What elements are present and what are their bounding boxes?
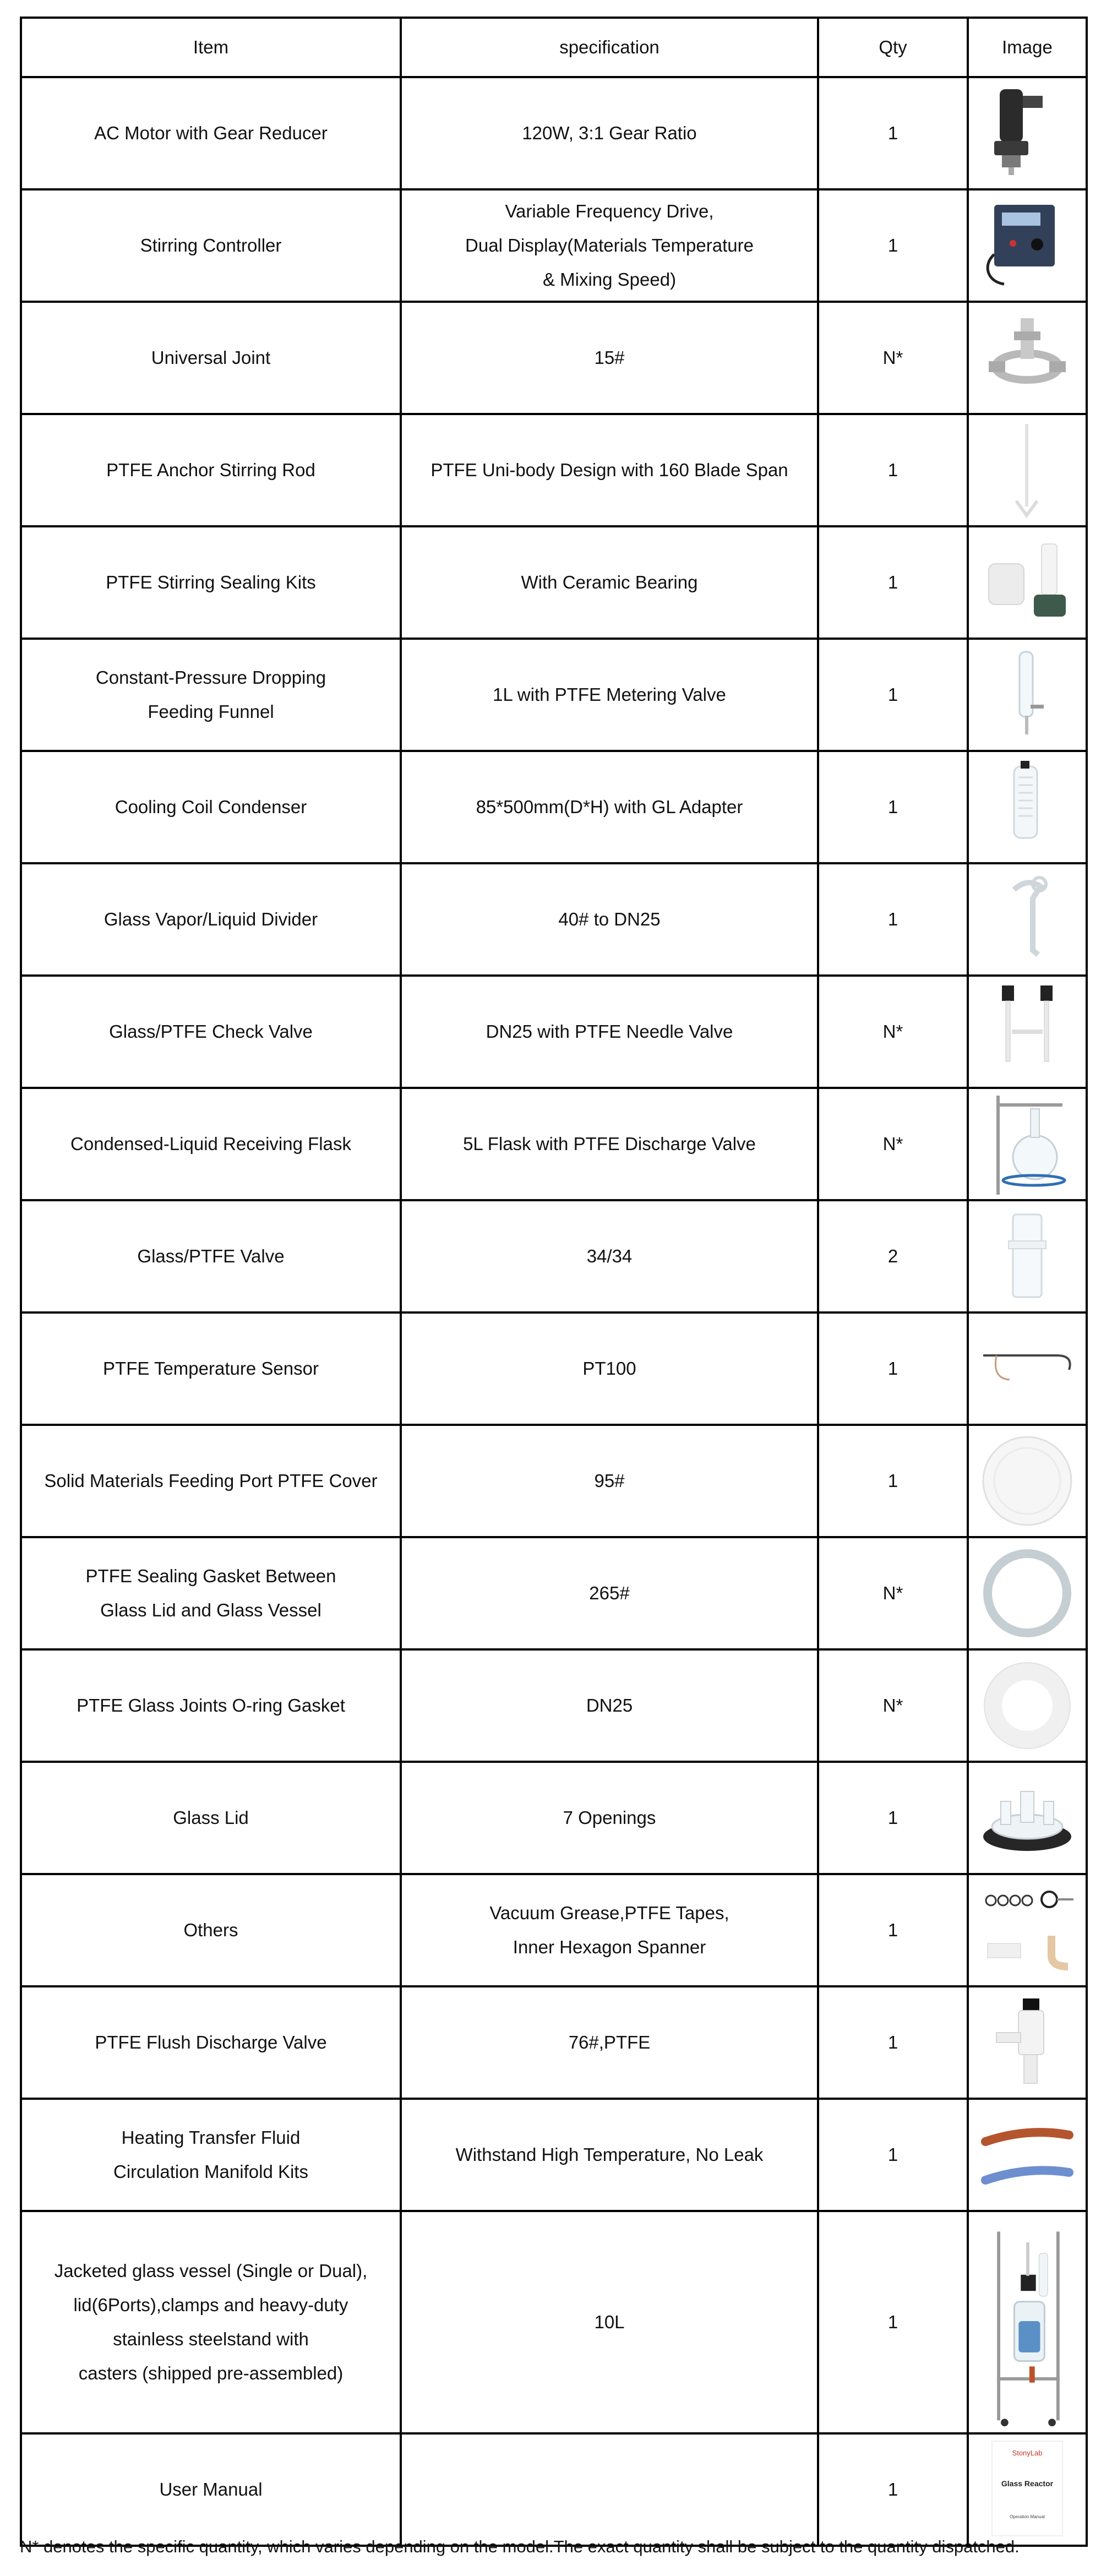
spec-cell: 76#,PTFE bbox=[401, 1986, 818, 2099]
check-valve-photo bbox=[968, 976, 1087, 1088]
item-cell: Universal Joint bbox=[21, 302, 401, 414]
glass-reactor-photo-graphic bbox=[980, 2215, 1075, 2429]
item-cell: Glass Vapor/Liquid Divider bbox=[21, 863, 401, 976]
qty-cell: 1 bbox=[818, 1762, 968, 1874]
item-cell: Glass/PTFE Check Valve bbox=[21, 976, 401, 1088]
ptfe-cover-photo-graphic bbox=[980, 1429, 1075, 1533]
manual-subtitle: Operation Manual bbox=[1010, 2514, 1045, 2519]
table-row bbox=[21, 1649, 1087, 1762]
universal-joint-photo-graphic bbox=[980, 306, 1075, 410]
table-row bbox=[21, 1088, 1087, 1200]
spec-cell: PTFE Uni-body Design with 160 Blade Span bbox=[401, 414, 818, 526]
funnel-photo-graphic bbox=[980, 643, 1075, 747]
item-cell: PTFE Stirring Sealing Kits bbox=[21, 526, 401, 639]
table-row bbox=[21, 2099, 1087, 2211]
temperature-sensor-photo-graphic bbox=[980, 1317, 1075, 1420]
item-cell: Stirring Controller bbox=[21, 189, 401, 302]
table-body bbox=[21, 77, 1087, 2546]
table-row bbox=[21, 1312, 1087, 1425]
qty-cell: 1 bbox=[818, 2433, 968, 2546]
item-cell: User Manual bbox=[21, 2433, 401, 2546]
qty-cell: 1 bbox=[818, 751, 968, 863]
spec-cell: Vacuum Grease,PTFE Tapes, Inner Hexagon Spanner bbox=[401, 1874, 818, 1986]
specification-table bbox=[20, 17, 1088, 2547]
glass-lid-photo-graphic bbox=[980, 1766, 1075, 1870]
table-row bbox=[21, 863, 1087, 976]
item-cell: Constant-Pressure Dropping Feeding Funnel bbox=[21, 639, 401, 751]
table-row bbox=[21, 1874, 1087, 1986]
item-cell: Heating Transfer Fluid Circulation Manifold Kits bbox=[21, 2099, 401, 2211]
qty-cell: N* bbox=[818, 1537, 968, 1649]
accessories-photo-graphic bbox=[980, 1878, 1075, 1982]
qty-cell: 1 bbox=[818, 414, 968, 526]
spec-cell: 120W, 3:1 Gear Ratio bbox=[401, 77, 818, 189]
receiving-flask-photo bbox=[968, 1088, 1087, 1200]
item-cell: Condensed-Liquid Receiving Flask bbox=[21, 1088, 401, 1200]
sealing-gasket-photo bbox=[968, 1537, 1087, 1649]
spec-cell: 15# bbox=[401, 302, 818, 414]
spec-cell: 85*500mm(D*H) with GL Adapter bbox=[401, 751, 818, 863]
receiving-flask-photo-graphic bbox=[980, 1092, 1075, 1196]
table-row bbox=[21, 976, 1087, 1088]
check-valve-photo-graphic bbox=[980, 980, 1075, 1083]
spec-cell: DN25 with PTFE Needle Valve bbox=[401, 976, 818, 1088]
header-qty: Qty bbox=[818, 18, 968, 77]
discharge-valve-photo bbox=[968, 1986, 1087, 2099]
spec-cell: Withstand High Temperature, No Leak bbox=[401, 2099, 818, 2211]
item-cell: Glass/PTFE Valve bbox=[21, 1200, 401, 1312]
spec-cell: PT100 bbox=[401, 1312, 818, 1425]
universal-joint-photo bbox=[968, 302, 1087, 414]
sealing-gasket-photo-graphic bbox=[980, 1542, 1075, 1645]
o-ring-gasket-photo-graphic bbox=[980, 1654, 1075, 1757]
table-row bbox=[21, 2211, 1087, 2433]
accessories-photo bbox=[968, 1874, 1087, 1986]
manifold-hoses-photo bbox=[968, 2099, 1087, 2211]
table-row bbox=[21, 1425, 1087, 1537]
glass-reactor-photo bbox=[968, 2211, 1087, 2433]
controller-photo bbox=[968, 189, 1087, 302]
qty-cell: 1 bbox=[818, 526, 968, 639]
spec-cell: Variable Frequency Drive, Dual Display(Materials Temperature & Mixing Speed) bbox=[401, 189, 818, 302]
table-row bbox=[21, 302, 1087, 414]
table-row bbox=[21, 2433, 1087, 2546]
header-specification: specification bbox=[401, 18, 818, 77]
qty-cell: 2 bbox=[818, 1200, 968, 1312]
condenser-photo-graphic bbox=[980, 755, 1075, 859]
glass-valve-photo-graphic bbox=[980, 1205, 1075, 1308]
spec-cell: With Ceramic Bearing bbox=[401, 526, 818, 639]
qty-cell: 1 bbox=[818, 1986, 968, 2099]
spec-cell: 7 Openings bbox=[401, 1762, 818, 1874]
qty-cell: N* bbox=[818, 302, 968, 414]
item-cell: Others bbox=[21, 1874, 401, 1986]
spec-cell: 95# bbox=[401, 1425, 818, 1537]
table-row bbox=[21, 639, 1087, 751]
table-row bbox=[21, 751, 1087, 863]
stirring-rod-photo-graphic bbox=[980, 418, 1075, 522]
table-row bbox=[21, 1762, 1087, 1874]
qty-cell: 1 bbox=[818, 77, 968, 189]
user-manual-photo bbox=[968, 2433, 1087, 2546]
qty-cell: 1 bbox=[818, 1425, 968, 1537]
item-cell: AC Motor with Gear Reducer bbox=[21, 77, 401, 189]
motor-photo bbox=[968, 77, 1087, 189]
item-cell: PTFE Flush Discharge Valve bbox=[21, 1986, 401, 2099]
table-row bbox=[21, 414, 1087, 526]
item-cell: PTFE Temperature Sensor bbox=[21, 1312, 401, 1425]
divider-photo bbox=[968, 863, 1087, 976]
divider-photo-graphic bbox=[980, 868, 1075, 971]
table-row bbox=[21, 1986, 1087, 2099]
table-row bbox=[21, 189, 1087, 302]
spec-cell: 5L Flask with PTFE Discharge Valve bbox=[401, 1088, 818, 1200]
manual-title: Glass Reactor bbox=[1001, 2479, 1054, 2488]
manual-brand: StonyLab bbox=[1012, 2449, 1043, 2457]
table-row bbox=[21, 1537, 1087, 1649]
header-image: Image bbox=[968, 18, 1087, 77]
discharge-valve-photo-graphic bbox=[980, 1991, 1075, 2094]
qty-cell: N* bbox=[818, 1649, 968, 1762]
footnote: N* denotes the specific quantity, which varies depending on the model.The exact quantity shall be subject to the quantity dispatched. bbox=[20, 2537, 1020, 2556]
qty-cell: 1 bbox=[818, 2211, 968, 2433]
spec-cell: 265# bbox=[401, 1537, 818, 1649]
spec-cell: 1L with PTFE Metering Valve bbox=[401, 639, 818, 751]
item-cell: Jacketed glass vessel (Single or Dual), lid(6Ports),clamps and heavy-duty stainless steelstand with casters (shipped pre-assembled) bbox=[21, 2211, 401, 2433]
spec-cell: 10L bbox=[401, 2211, 818, 2433]
glass-lid-photo bbox=[968, 1762, 1087, 1874]
qty-cell: 1 bbox=[818, 189, 968, 302]
funnel-photo bbox=[968, 639, 1087, 751]
spec-cell: 34/34 bbox=[401, 1200, 818, 1312]
spec-cell bbox=[401, 2433, 818, 2546]
qty-cell: N* bbox=[818, 976, 968, 1088]
ptfe-cover-photo bbox=[968, 1425, 1087, 1537]
o-ring-gasket-photo bbox=[968, 1649, 1087, 1762]
table-header-row bbox=[21, 18, 1087, 77]
spec-cell: 40# to DN25 bbox=[401, 863, 818, 976]
stirring-rod-photo bbox=[968, 414, 1087, 526]
user-manual-photo-graphic bbox=[980, 2438, 1075, 2541]
table-row bbox=[21, 1200, 1087, 1312]
condenser-photo bbox=[968, 751, 1087, 863]
manifold-hoses-photo-graphic bbox=[980, 2103, 1075, 2207]
qty-cell: 1 bbox=[818, 2099, 968, 2211]
controller-photo-graphic bbox=[980, 194, 1075, 297]
qty-cell: N* bbox=[818, 1088, 968, 1200]
temperature-sensor-photo bbox=[968, 1312, 1087, 1425]
item-cell: PTFE Sealing Gasket Between Glass Lid and Glass Vessel bbox=[21, 1537, 401, 1649]
motor-photo-graphic bbox=[980, 81, 1075, 185]
spec-cell: DN25 bbox=[401, 1649, 818, 1762]
sealing-kit-photo-graphic bbox=[980, 531, 1075, 634]
header-item: Item bbox=[21, 18, 401, 77]
item-cell: Cooling Coil Condenser bbox=[21, 751, 401, 863]
table-row bbox=[21, 77, 1087, 189]
qty-cell: 1 bbox=[818, 1874, 968, 1986]
qty-cell: 1 bbox=[818, 863, 968, 976]
item-cell: Solid Materials Feeding Port PTFE Cover bbox=[21, 1425, 401, 1537]
item-cell: PTFE Glass Joints O-ring Gasket bbox=[21, 1649, 401, 1762]
item-cell: PTFE Anchor Stirring Rod bbox=[21, 414, 401, 526]
item-cell: Glass Lid bbox=[21, 1762, 401, 1874]
glass-valve-photo bbox=[968, 1200, 1087, 1312]
table-row bbox=[21, 526, 1087, 639]
qty-cell: 1 bbox=[818, 639, 968, 751]
sealing-kit-photo bbox=[968, 526, 1087, 639]
qty-cell: 1 bbox=[818, 1312, 968, 1425]
